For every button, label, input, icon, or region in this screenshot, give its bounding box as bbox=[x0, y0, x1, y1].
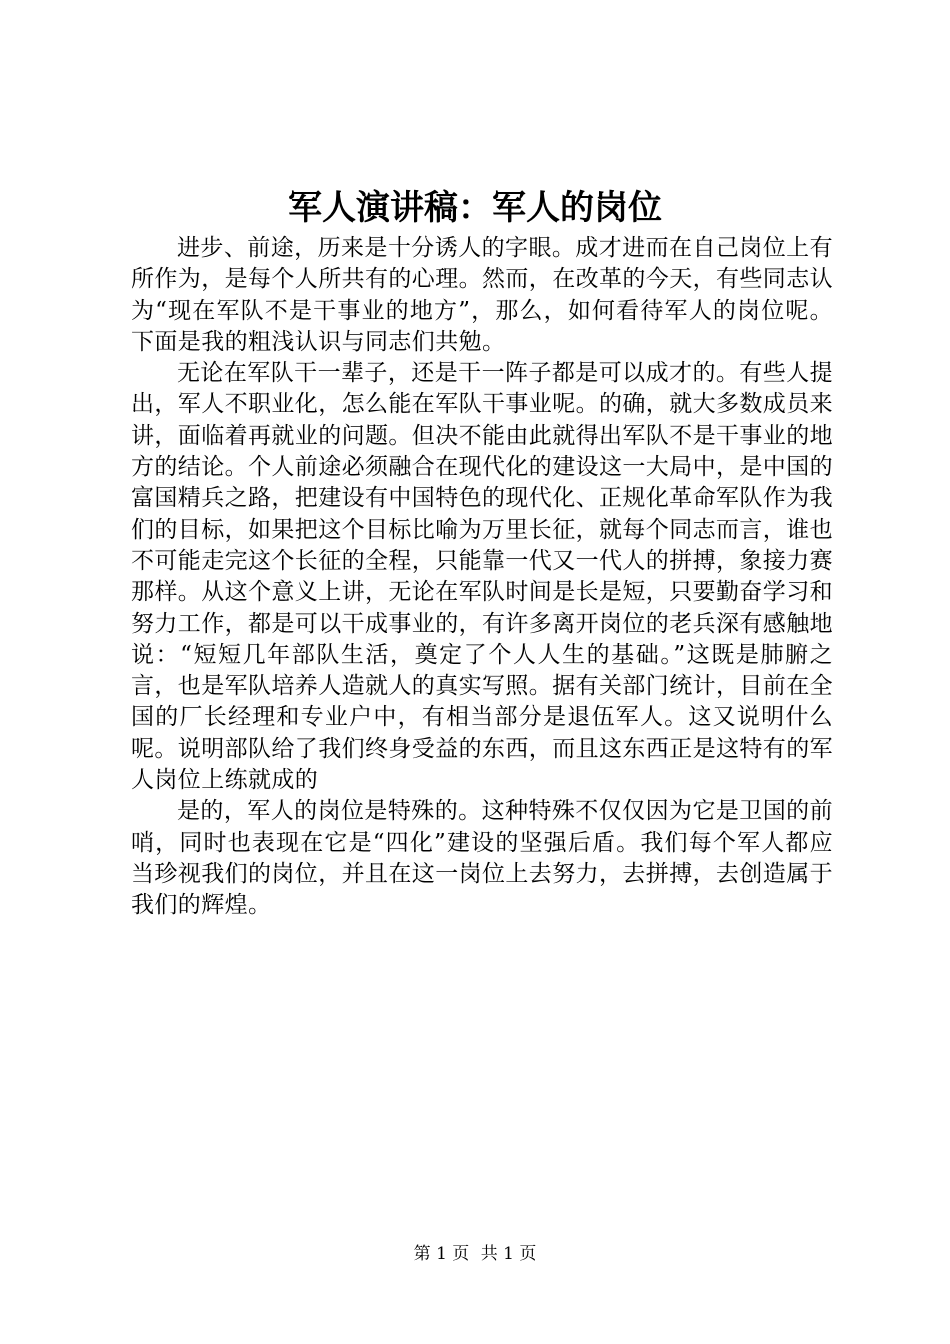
page-footer bbox=[0, 1243, 950, 1265]
document-body bbox=[131, 233, 833, 922]
paragraph: 无论在军队干一辈子，还是干一阵子都是可以成才的。有些人提出，军人不职业化，怎么能在军队干事业呢。的确，就大多数成员来讲，面临着再就业的问题。但决不能由此就得出军队不是干事业的地方的结论。个人前途必须融合在现代化的建设这一大局中，是中国的富国精兵之路，把建设有中国特色的现代化、正规化革命军队作为我们的目标，如果把这个目标比喻为万里长征，就每个同志而言，谁也不可能走完这个长征的全程，只能靠一代又一代人的拼搏，象接力赛那样。从这个意义上讲，无论在军队时间是长是短，只要勤奋学习和努力工作，都是可以干成事业的，有许多离开岗位的老兵深有感触地说：“短短几年部队生活，奠定了个人人生的基础。”这既是肺腑之言，也是军队培养人造就人的真实写照。据有关部门统计，目前在全国的厂长经理和专业户中，有相当部分是退伍军人。这又说明什么呢。说明部队给了我们终身受益的东西，而且这东西正是这特有的军人岗位上练就成的 bbox=[131, 360, 833, 794]
paragraph: 是的，军人的岗位是特殊的。这种特殊不仅仅因为它是卫国的前哨，同时也表现在它是“四化”建设的坚强后盾。我们每个军人都应当珍视我们的岗位，并且在这一岗位上去努力，去拼搏，去创造属于我们的辉煌。 bbox=[131, 798, 833, 919]
document-title: 军人演讲稿：军人的岗位 bbox=[288, 188, 662, 228]
page-total: 共 1 页 bbox=[480, 1244, 537, 1264]
paragraph: 进步、前途，历来是十分诱人的字眼。成才进而在自己岗位上有所作为，是每个人所共有的心理。然而，在改革的今天，有些同志认为“现在军队不是干事业的地方”，那么，如何看待军人的岗位呢。下面是我的粗浅认识与同志们共勉。 bbox=[131, 235, 833, 355]
page-number: 第 1 页 bbox=[413, 1244, 470, 1264]
